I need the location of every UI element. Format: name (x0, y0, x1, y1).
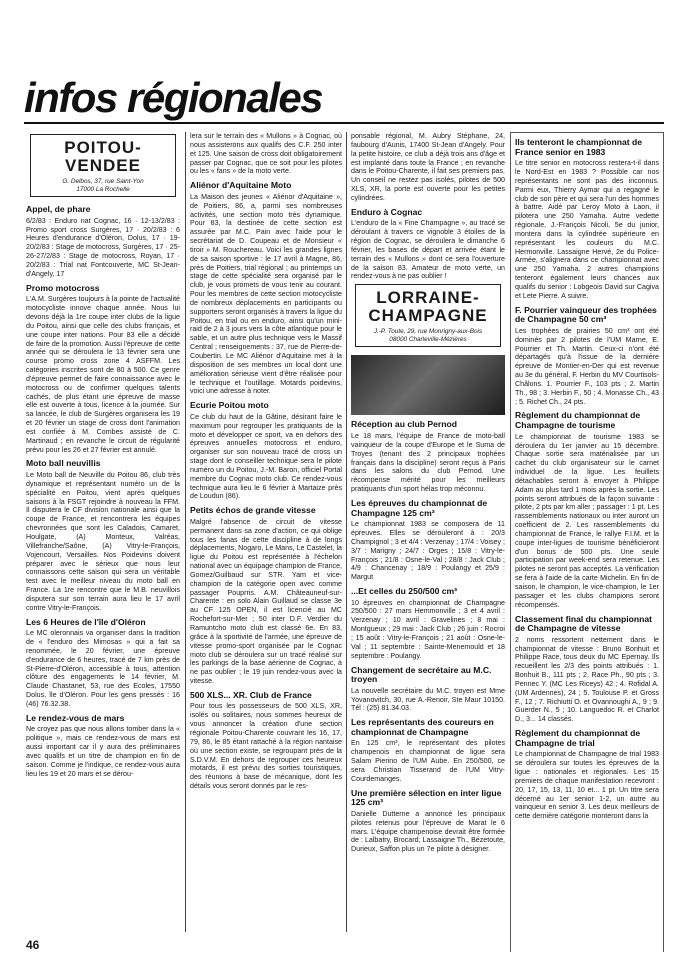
article-text: En 125 cm³, le représentant des pilotes champenois en championnat de ligue sera Salam Pierino de l'UM Aube. En 250/500, ce sera Christian Tisserand de l'UM Vitry-Courdemanges. (351, 739, 505, 783)
region-address: G. Delbos, 37, rue Saint-Yon 17000 La Rochelle (62, 178, 144, 193)
region-address: J.-P. Toute, 29, rue Monrigny-aux-Bois 08000 Charleville-Mézières (373, 328, 483, 343)
column-3 (351, 132, 505, 932)
region-title: LORRAINE- CHAMPAGNE (368, 288, 488, 326)
article-text: Pour tous les possesseurs de 500 XLS, XR, isolés ou solitaires, nous sommes heureux de vous annoncer la création d'une section régionale Poitou-Charente couvrant les 16, 17, 79, 86, le 85 étant rattaché à la région nantaise où une section existe, se regroupant près de la S.D.V.M. En dehors de regrouper ces heureux motards, il est prévu des sorties touristiques, des réunions à base de mécanique, dont les détails vous seront donnés par le res- (190, 702, 342, 791)
news-photo (351, 355, 505, 415)
article-text: Le 18 mars, l'équipe de France de moto-ball vainqueur de la coupe d'Europe et le Suma de Troyes (tenant des 2 principaux trophées français dans la discipline) seront reçus à Paris dans les salons du club Pernod. Une récompense mérité pour les meilleurs pratiquants d'un sport hélas trop méconnu. (351, 432, 505, 494)
article-text: Le championnat 1983 se composera de 11 épreuves. Elles se dérouleront à : 20/3 Champignol ; 3 et 4/4 : Verzenay ; 17/4 : Voisey ; 3/7 : Marigny ; 24/7 : Orges ; 15/8 : Vitry-le-François ; 21/8 : Osne-le-Val ; 28/8 : Jack Club ; 4/9 : Chancenay ; 18/9 : Poulangy et 25/9 : Margut (351, 520, 505, 582)
article-heading: Les épreuves du championnat de Champagne 125 cm³ (351, 497, 488, 518)
article-text: Ne croyez pas que nous allons tomber dans la « politique », mais ce rendez-vous de mars est aussi important car il y aura des préliminaires avec qualifs et un titre de champion en fin de saison. Comme je l'indique, ce rendez-vous aura lieu les 19 et 20 mars et se dérou- (26, 725, 180, 778)
article-heading: Les 6 Heures de l'île d'Oléron (26, 616, 146, 627)
article-heading: Règlement du championnat de Champagne de tourisme (515, 410, 641, 431)
article-text: L'enduro de la « Fine Champagne », au tracé se déroulant à travers ce vignoble 3 étoiles de la région de Cognac, se déroulera le dimanche 6 février, les bases de départ et arrivée étant le terrain des « Mullons » dont ce sera l'ouverture de la saison 83. Amateur de moto verte, un rendez-vous à ne pas oublier ! (351, 219, 505, 281)
article-text: Le MC oleronnais va organiser dans la tradition de « l'enduro des Mimosas » qui a fait sa renommée, le 20 février, une épreuve d'endurance de 6 heures, tracé de 7 km près de St-Pierre-d'Oléron, accessible à tous, attention clôture des engagements le 14 février, M. Claude Chastanet, 53, rue des Ecoles, 17550 Dolus, île d'Oléron. Pour les gens pressés : 16 (46) 76.32.38. (26, 629, 180, 708)
region-box-lorraine-champagne (355, 284, 501, 347)
article-heading: Règlement du championnat de Champagne de trial (515, 728, 641, 748)
column-divider (346, 132, 347, 932)
article-text: L'A.M. Surgères toujours à la pointe de l'actualité motocycliste innove chaque année. Nous lui devons déjà la 1re coupe inter clubs de la ligue du Poitou, ainsi que celle des clubs français, et une coupe inter nations. Pour 83 elle a décidé de faire de la promotion. Aussi l'épreuve de cette année qui se déroulera le 13 février sera une course promo cross zone 4 ASFFM. Les catégories inscrites sont de 80 à 500. Ce genre d'épreuve permet de faire connaissance avec le motocross ou de confirmer quelques talents cachés, de plus étant une épreuve de masse elle est ouverte à tous, licence à la journée. Sur sa lancée, le club de Surgères organisera les 19 et 20 février un stage de cross dont l'animation est confiée à M. Combes assisté de C. Martinaud ; en revanche le circuit de régularité prévu pour les 26 et 27 février est annulé. (26, 295, 180, 454)
column-4-frame (510, 132, 664, 952)
article-heading: 500 XLS... XR. Club de France (190, 689, 312, 700)
article-heading: Une première sélection en inter ligue 125 cm³ (351, 787, 502, 808)
column-2 (190, 132, 342, 932)
article-text: Ce club du haut de la Gâtine, désirant faire le maximum pour regrouper les pratiquants de la moto et développer ce sport, va en dehors des épreuves annuelles motocross et enduro, organiser sur son nouveau tracé de cross un stage dont le conseiller technique sera le pilote numéro un du Poitou, J.-M. Baron, officiel Portal membre du Cognac moto club. Ce rendez-vous technique aura lieu le 6 février à Martaize près de Loudun (86). (190, 412, 342, 501)
article-text: Malgré l'absence de circuit de vitesse permanent dans sa zone d'action, ce qui oblige tous les fanas de cette discipline à de longs déplacements, Nogaro, Le Mans, Le Castelet, la ligue du Poitou est représentée à l'échelon national avec un équipage champion de France, Gomez/Guilbaud sur STR. Yam et vice-champion de la catégorie open avec comme passager Pouprris. A.M. Châteauneuf-sur-Charente : en solo Alain Guillaud se classe 3e au CF 125 OPEN, il est licencié au MC Rochefort-sur-Mer ; 50 inter D.F. Verdier du Ramuntcho moto club est classé 6e. En 83, grâce à la sportivité de l'armée, une épreuve de vitesse promo-sport organisée par le Cognac moto club se déroulera sur un tracé réalisé sur les parkings de la base aérienne de Cognac, à ne pas oublier ; le 19 juin rendez-vous avec la vitesse. (190, 517, 342, 686)
section-headline: infos régionales (24, 74, 323, 121)
article-heading: Promo motocross (26, 282, 100, 293)
article-heading: Changement de secrétaire au M.C. troyen (351, 664, 492, 685)
article-text: Les trophées de prairies 50 cm³ ont été dominés par 2 pilotes de l'UM Marne, E. Pourrier et Th. Martin. Ceux-ci n'ont été départagés qu'à l'issue de la dernière épreuve de Montier-en-Der qui est revenue au 3e du général, F. Herbin du MV Courtisols-Châlons. 1. Pourrier F., 103 pts ; 2. Martin Th., 98 ; 3. Herbin F., 50 ; 4. Monasse Ch., 43 ; 5. Richet Ch., 24 pts. (515, 326, 659, 406)
article-text: La Maison des jeunes « Aliénor d'Aquitaine », de Poitiers, 86, a, parmi ses nombreuses activités, une section moto très dynamique. Pour 83, la destinée de cette section est assurée par M.C. Pain avec l'aide pour le secrétariat de D. Coupeau et de Monsieur « tiroir » M. Rouchereau. Voici les grandes lignes de sa saison sportive : le 17 avril à Magne, 86, près de Poitiers, trial régional ; au printemps un stage de cette spécialité sera organisé par le club, je vous promets de vous tenir au courant. Pour les membres de cette section motocycliste de nombreux déplacements en participants ou supporters seront organisés à travers la ligue du Poitou, en trial ou en enduro, ainsi qu'un mini-raid de 2 à 3 jours vers la côte atlantique pour le sable, et un autre plus technique vers le Massif Central ; renseignements : 37, rue de Pierre-de-Coubertin. Le MC Aliénor d'Aquitaine met à la disposition de ses membres un local dont une amélioration sérieuse vient d'être réalisée pour le technique et l'outillage. Motards poidevins, voici une adresse à noter. (190, 192, 342, 396)
article-text: Le championnat de tourisme 1983 se déroulera du 1er janvier au 15 décembre. Chaque sortie sera matérialisée par un cachet du club organisateur sur le carnet individuel de la ligue. Les feuillets détachables seront à envoyer à Philippe Adam au plus tard 1 mois après la sortie. Les points seront attribués de la façon suivante : pilote, 2 pts par km aller ; passager : 1 pt. Les rassemblements nationaux ou inter auront un coefficient de 2. Les rassemblements du championnat de France, le rallye F.I.M. et la coupe inter-ligues de tourisme bénéficieront d'un bonus de 500 pts. Une seule participation par week-end sera retenue. Les pilotes ne seront pas acceptés. La vérification se fera à l'aide de la carte Michelin. En fin de saison, le champion, le vice-champion, le 1er passager et les clubs champions seront récompensés. (515, 432, 659, 609)
article-heading: Le rendez-vous de mars (26, 712, 125, 723)
headline-rule (24, 122, 664, 124)
article-heading: Classement final du championnat de Champagne de vitesse (515, 613, 653, 634)
column-divider (185, 132, 186, 932)
article-text: Le Moto ball de Neuville du Poitou 86, club très dynamique et représentant numéro un de la spécialité en Poitou, vient après quelques saisons à la FSGT rejoindre à nouveau la FFM. Il disputera le CF division nationale ainsi que la coupe de France, et rencontrera les équipes chevronnées que sont les Caladois, Camaret, Houlgate, (A) Monteux, Valréas, Villefranche/Saône, (A) Vitry-le-François, Vojencourt, Versailles. Nos Poidevins doivent préparer avec le sérieux que nous leur connaissons cette saison qui sera un véritable test avec le meilleur niveau du moto ball en France. La 1re rencontre que le M.B. neuvillois disputera sur son terrain aura lieu le 17 avril contre Vitry-le-François. (26, 471, 180, 612)
article-heading: Réception au club Pernod (351, 419, 458, 430)
article-text: ponsable régional, M. Aubry Stéphane, 24, faubourg d'Aunis, 17400 St-Jean d'Angely. Pour la petite histoire, ce club a déjà trois ans d'âge et est implanté dans toute la France ; en revanche dans le Poitou-Charente, il fait ses premiers pas. Un conseil ne restez pas isolés, pilotes de 500 XLS, XR, la porte est ouverte pour les petites cylindrées. (351, 132, 505, 202)
article-text: La nouvelle secrétaire du M.C. troyen est Mme Yovanovitch, 30, rue A.-Renoir, Ste Maur 10150. Tél : (25) 81.34.03. (351, 686, 505, 713)
article-heading: Enduro à Cognac (351, 206, 423, 217)
column-4 (510, 132, 664, 952)
article-heading: Ils tenteront le championnat de France senior en 1983 (515, 137, 643, 157)
article-heading: Appel, de phare (26, 204, 91, 215)
article-heading: Ecurie Poitou moto (190, 400, 269, 411)
article-text: lera sur le terrain des « Mullons » à Cognac, où nous assisterons aux qualifs des C.F. 250 inter et 125. Une saison de cross doit obligatoirement passer par Cognac, que ce soit pour les pilotes ou les « fans » de la moto verte. (190, 132, 342, 176)
article-text: 6/2/83 : Enduro nat Cognac, 16 · 12-13/2/83 : Promo sport cross Surgères, 17 · 20/2/83 : 6 Heures d'endurance d'Oléron, Dolus, 17 · 19-20/2/83 : Stage de motocross, Surgères, 17 · 25-26-27/2/83 : Stage de motocross, Royan, 17 · 20/2/83 : Trial nat Fontcouverte, MC St-Jean-d'Angely, 17 (26, 216, 180, 278)
article-heading: ...Et celles du 250/500 cm³ (351, 586, 458, 597)
article-heading: F. Pourrier vainqueur des trophées de Champagne 50 cm³ (515, 304, 657, 325)
article-text: Danielle Dutterne a annoncé les principaux pilotes retenus pour l'épreuve de Marat le 6 mars. L'équipe champenoise devrait être formée de : Lalbatry, Brocard, Lassaigne Th., Bézetoute, Durieux, Saffon plus un 7e pilote à désigner. (351, 809, 505, 854)
region-box-poitou-vendee (30, 134, 176, 197)
article-heading: Moto ball neuvillis (26, 458, 101, 469)
article-text: 10 épreuves en championnat de Champagne 250/500 : 27 mars Hemmonville ; 3 et 4 avril : Verzenay ; 10 avril : Gravelines ; 8 mai : Montgueux ; 29 mai : Jack Club ; 26 juin : Rocroi ; 15 août : Vitry-le-François ; 21 août : Osne-le-Val ; 11 septembre : Sainte-Menemould et 18 septembre : Poulangy. (351, 598, 505, 660)
article-heading: Aliénor d'Aquitaine Moto (190, 180, 292, 191)
region-title: POITOU- VENDEE (64, 138, 142, 175)
column-1 (26, 132, 180, 932)
article-heading: Les représentants des coureurs en championnat de Champagne (351, 717, 494, 737)
page-number: 46 (26, 938, 40, 952)
article-text: Le championnat de Champagne de trial 1983 se déroulera sur toutes les épreuves de la ligue : nationales et régionales. Les 15 premiers de chaque manifestation recevront : 20, 17, 15, 13, 11, 10 et... 1 pt. Un titre sera décerné au 1er senior 1-2, un autre au vainqueur en senior 3. Les deux meilleurs de cette dernière catégorie monteront dans la (515, 750, 659, 821)
article-text: 2 noms ressortent nettement dans le championnat de vitesse : Bruno Bonhuit et Philippe Race, tous deux du MC Epernay. Ils recueillent les 2/3 des points attribués : 1. Bonhuit B., 111 pts ; 2. Race Ph., 90 pts ; 3. Pennec Y. (MC Les Riceys) 42 ; 4. Rofidal A. (UM Ardennes), 24 ; 5. Toulouse P. et Gross F., 12 ; 7. Richiutti O. et Ovannoughi A., 9 ; 9. Guerder N., 5 ; 10. Languedoc R. et Charlot D., 3... 14 classés. (515, 635, 659, 724)
article-text: Le titre senior en motocross restera-t-il dans le Nord-Est en 1983 ? Possible car nos représentants ne sont pas des inconnus. Parmi eux, Thierry Aymar qui a regagné le club de son père et qui sera l'un des hommes à battre. Aidé par Leroy Moto à Laon, il pilotera une 250 Yamaha. Autre vedette régionale, J.-François Nicoli, 5e du junior, montera dans la cylindrée supérieure en représentant les couleurs du M.C. Hermonville. Lassaigne Hervé, 2e du Police-Armée, s'alignera dans ce championnat avec une 250 Yamaha. 2 autres champions tenteront également leurs chances aux qualifs du senior : Lobgeois David sur Cagiva et Lete Pierre. A suivre. (515, 159, 659, 300)
article-heading: Petits échos de grande vitesse (190, 505, 316, 516)
